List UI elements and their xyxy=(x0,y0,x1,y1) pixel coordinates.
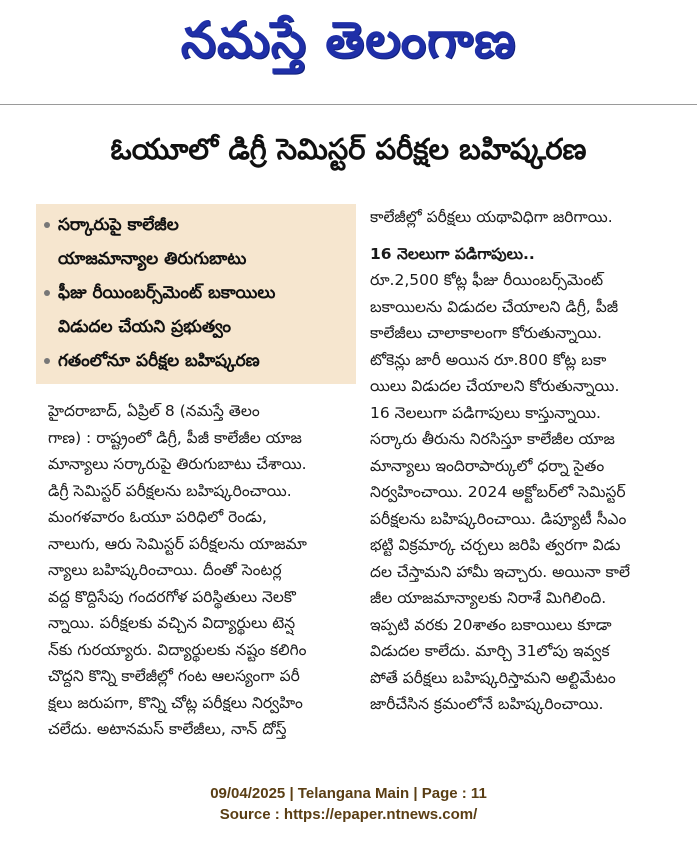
source-link[interactable]: Source : https://epaper.ntnews.com/ xyxy=(219,806,478,823)
body-line: మాన్యాలు సర్కారుపై తిరుగుబాటు చేశాయి. xyxy=(48,455,307,473)
body-line: క్షలు జరుపగా, కొన్ని చోట్ల పరీక్షలు నిర్వహిం xyxy=(48,693,303,712)
body-line: జీల యాజమాన్యాలకు నిరాశే మిగిలింది. xyxy=(370,589,607,607)
body-line: దల చేస్తామని హామీ ఇచ్చారు. అయినా కాలే xyxy=(370,562,630,581)
body-line: డిగ్రీ సెమిస్టర్ పరీక్షలను బహిష్కరించాయి. xyxy=(48,481,292,500)
body-line: నాలుగు, ఆరు సెమిస్టర్ పరీక్షలను యాజమా xyxy=(48,534,307,553)
body-line: జారీచేసిన క్రమంలోనే బహిష్కరించాయి. xyxy=(370,695,604,713)
newspaper-logo: నమస్తే తెలంగాణ xyxy=(180,10,517,69)
highlight-text: విడుదల చేయని ప్రభుత్వం xyxy=(58,317,232,337)
body-line: చొద్దని కొన్ని కాలేజీల్లో గంట ఆలస్యంగా పరీ xyxy=(48,667,300,685)
article-headline: ఓయూలో డిగ్రీ సెమిస్టర్ పరీక్షల బహిష్కరణ xyxy=(110,132,587,166)
bullet-icon xyxy=(44,290,50,296)
highlight-text: యాజమాన్యాల తిరుగుబాటు xyxy=(58,249,247,269)
edition-info: 09/04/2025 | Telangana Main | Page : 11 xyxy=(210,785,487,802)
body-line: గాణ) : రాష్ట్రంలో డిగ్రీ, పీజీ కాలేజీల యాజ xyxy=(48,428,302,447)
body-line: న్యాలు బహిష్కరించాయి. దీంతో సెంటర్ల xyxy=(48,561,282,579)
bullet-icon xyxy=(44,358,50,364)
body-line: మాన్యాలు ఇందిరాపార్కులో ధర్నా సైతం xyxy=(370,456,605,475)
body-line: కాలేజీలు చాలాకాలంగా కోరుతున్నాయి. xyxy=(370,324,602,342)
body-line: పరీక్షలను బహిష్కరించాయి. డిప్యూటీ సీఎం xyxy=(370,509,627,528)
body-line: సర్కారు తీరును నిరసిస్తూ కాలేజీల యాజ xyxy=(370,430,615,448)
body-line: విడుదల కాలేదు. మార్చి 31లోపు ఇవ్వక xyxy=(370,642,610,660)
article-column-left xyxy=(48,398,346,743)
body-line: చలేదు. అటానమస్ కాలేజీలు, నాన్ దోస్త్ xyxy=(48,720,287,738)
body-line: బకాయిలను విడుదల చేయాలని డిగ్రీ, పీజీ xyxy=(370,297,619,316)
body-line: న్నాయి. పరీక్షలకు వచ్చిన విద్యార్థులు టెన్ష xyxy=(48,614,296,632)
highlight-text: ఫీజు రీయింబర్స్‌మెంట్ బకాయిలు xyxy=(58,283,276,303)
masthead-divider xyxy=(0,104,697,105)
highlight-text: గతంలోనూ పరీక్షల బహిష్కరణ xyxy=(58,351,260,371)
body-line: నిర్వహించాయి. 2024 అక్టోబర్‌లో సెమిస్టర్ xyxy=(370,483,626,501)
body-line: పోతే పరీక్షలు బహిష్కరిస్తామని అల్టిమేటం xyxy=(370,668,616,687)
body-line: మంగళవారం ఓయూ పరిధిలో రెండు, xyxy=(48,508,267,526)
highlight-item xyxy=(42,344,356,378)
body-line: యిలు విడుదల చేయాలని కోరుతున్నాయి. xyxy=(370,377,620,395)
highlight-item xyxy=(42,276,356,344)
body-line: వద్ద కొద్దిసేపు గందరగోళ పరిస్థితులు నెలకొ xyxy=(48,587,296,606)
body-line: కాలేజీల్లో పరీక్షలు యథావిధిగా జరిగాయి. xyxy=(370,208,613,226)
page-footer xyxy=(0,783,697,825)
highlight-item xyxy=(42,208,356,276)
article-column-right xyxy=(370,204,670,718)
section-subheading: 16 నెలలుగా పడిగాపులు.. xyxy=(370,244,535,263)
body-line: 16 నెలలుగా పడిగాపులు కాస్తున్నాయి. xyxy=(370,403,601,422)
masthead xyxy=(0,0,697,92)
highlight-text: సర్కారుపై కాలేజీల xyxy=(58,215,179,235)
body-line: రూ.2,500 కోట్ల ఫీజు రీయింబర్స్‌మెంట్ xyxy=(370,271,604,289)
bullet-icon xyxy=(44,222,50,228)
body-line: హైదరాబాద్, ఏప్రిల్ 8 (నమస్తే తెలం xyxy=(48,402,260,420)
body-line: టోకెన్లు జారీ అయిన రూ.800 కోట్ల బకా xyxy=(370,350,607,369)
body-line: ఇప్పటి వరకు 20శాతం బకాయిలు కూడా xyxy=(370,615,612,634)
body-line: న్‌కు గురయ్యారు. విద్యార్థులకు నష్టం కలిగిం xyxy=(48,640,307,659)
highlights-box xyxy=(36,204,356,384)
body-line: భట్టి విక్రమార్క చర్చలు జరిపి త్వరగా విడు xyxy=(370,536,621,554)
